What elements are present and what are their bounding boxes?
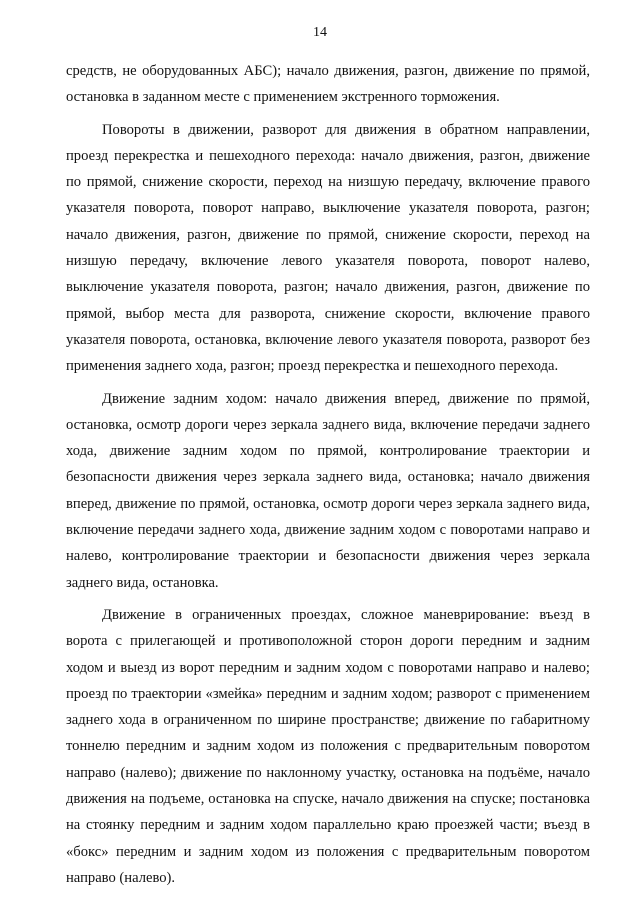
paragraph-reverse: Движение задним ходом: начало движения вперед, движение по прямой, остановка, осмотр дороги через зеркала заднего вида, включение передачи заднего хода, движение задним ходом по прямой, контролирование траектории и безопасности движения через зеркала заднего вида, остановка; начало движения вперед, движение по прямой, остановка, осмотр дороги через зеркала заднего вида, включение передачи заднего хода, движение задним ходом с поворотами направо и налево, контролирование траектории и безопасности движения через зеркала заднего вида, остановка. [66, 390, 590, 591]
paragraph-turns: Повороты в движении, разворот для движения в обратном направлении, проезд перекрестка и пешеходного перехода: начало движения, разгон, движение по прямой, снижение скорости, переход на низшую передачу, включение правого указателя поворота, поворот направо, выключение указателя поворота, разгон; начало движения, разгон, движение по прямой, снижение скорости, переход на низшую передачу, включение левого указателя поворота, поворот налево, выключение указателя поворота, разгон; начало движения, разгон, движение по прямой, выбор места для разворота, снижение скорости, включение правого указателя поворота, остановка, включение левого указателя поворота, разворот без применения заднего хода, разгон; проезд перекрестка и пешеходного перехода. [66, 121, 590, 375]
document-body [66, 58, 590, 891]
paragraph-maneuvering: Движение в ограниченных проездах, сложное маневрирование: въезд в ворота с прилегающей и противоположной сторон дороги передним и задним ходом и выезд из ворот передним и задним ходом с поворотами направо и налево; проезд по траектории «змейка» передним и задним ходом; разворот с применением заднего хода в ограниченном по ширине пространстве; движение по габаритному тоннелю передним и задним ходом из положения с предварительным поворотом направо (налево); движение по наклонному участку, остановка на подъёме, начало движения на подъеме, остановка на спуске, начало движения на спуске; постановка на стоянку передним и задним ходом параллельно краю проезжей части; въезд в «бокс» передним и задним ходом из положения с предварительным поворотом направо (налево). [66, 606, 590, 886]
paragraph-continuation: средств, не оборудованных АБС); начало движения, разгон, движение по прямой, остановка в заданном месте с применением экстренного торможения. [66, 63, 590, 106]
page-number: 14 [313, 25, 327, 40]
